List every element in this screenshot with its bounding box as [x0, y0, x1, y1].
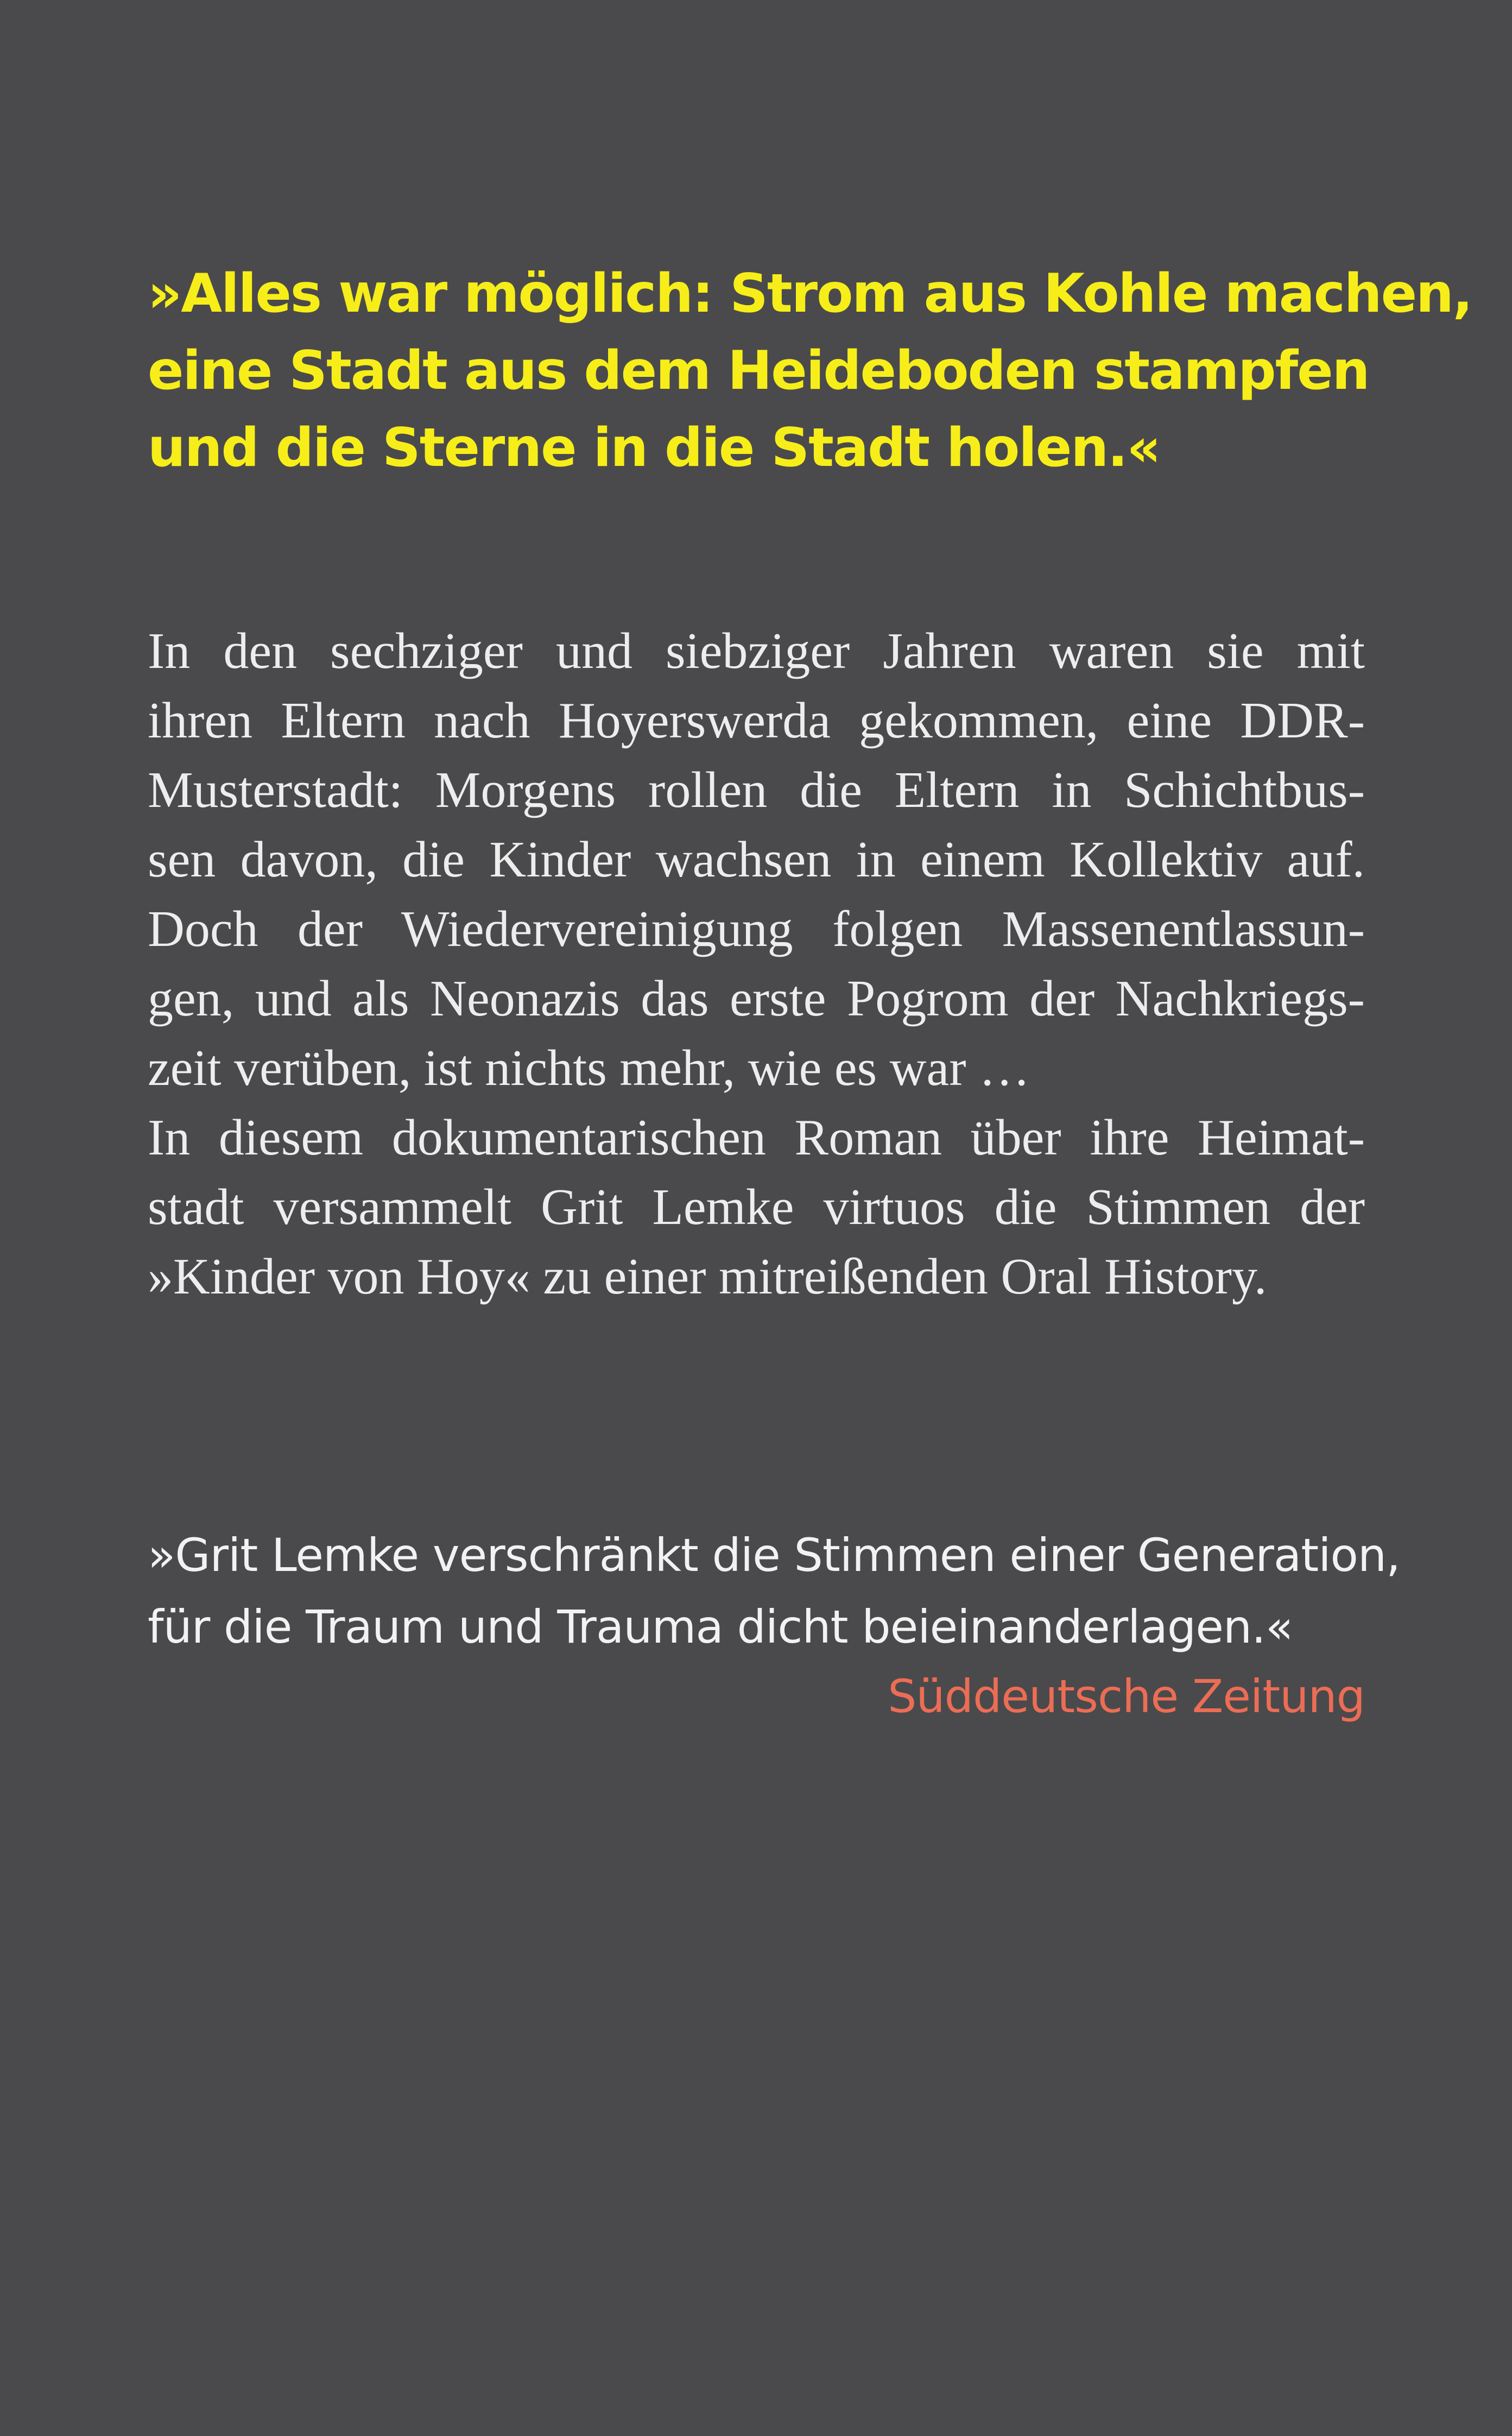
pull-quote-line: eine Stadt aus dem Heideboden stampfen	[148, 340, 1369, 402]
blurb-line: Musterstadt: Morgens rollen die Eltern in Schichtbus-	[148, 762, 1365, 818]
blurb-line: stadt versammelt Grit Lemke virtuos die Stimmen der	[148, 1179, 1365, 1235]
review-source: Süddeutsche Zeitung	[888, 1670, 1365, 1723]
pull-quote	[148, 255, 1472, 487]
blurb-line: Doch der Wiedervereinigung folgen Massenentlassun-	[148, 901, 1365, 957]
blurb-line: gen, und als Neonazis das erste Pogrom der Nachkriegs-	[148, 970, 1365, 1027]
blurb-line: »Kinder von Hoy« zu einer mitreißenden Oral History.	[148, 1248, 1267, 1305]
blurb-line: In den sechziger und siebziger Jahren waren sie mit	[148, 623, 1365, 679]
blurb-line: In diesem dokumentarischen Roman über ihre Heimat-	[148, 1109, 1365, 1166]
blurb-line: sen davon, die Kinder wachsen in einem Kollektiv auf.	[148, 831, 1365, 888]
review-quote	[148, 1519, 1400, 1663]
blurb-line: ihren Eltern nach Hoyerswerda gekommen, eine DDR-	[148, 692, 1365, 749]
blurb-paragraph	[148, 616, 1365, 1311]
pull-quote-line: und die Sterne in die Stadt holen.«	[148, 417, 1160, 479]
blurb-line: zeit verüben, ist nichts mehr, wie es war …	[148, 1040, 1030, 1096]
review-line: für die Traum und Trauma dicht beieinanderlagen.«	[148, 1600, 1293, 1654]
review-line: »Grit Lemke verschränkt die Stimmen einer Generation,	[148, 1529, 1400, 1582]
pull-quote-line: »Alles war möglich: Strom aus Kohle machen,	[148, 263, 1472, 325]
